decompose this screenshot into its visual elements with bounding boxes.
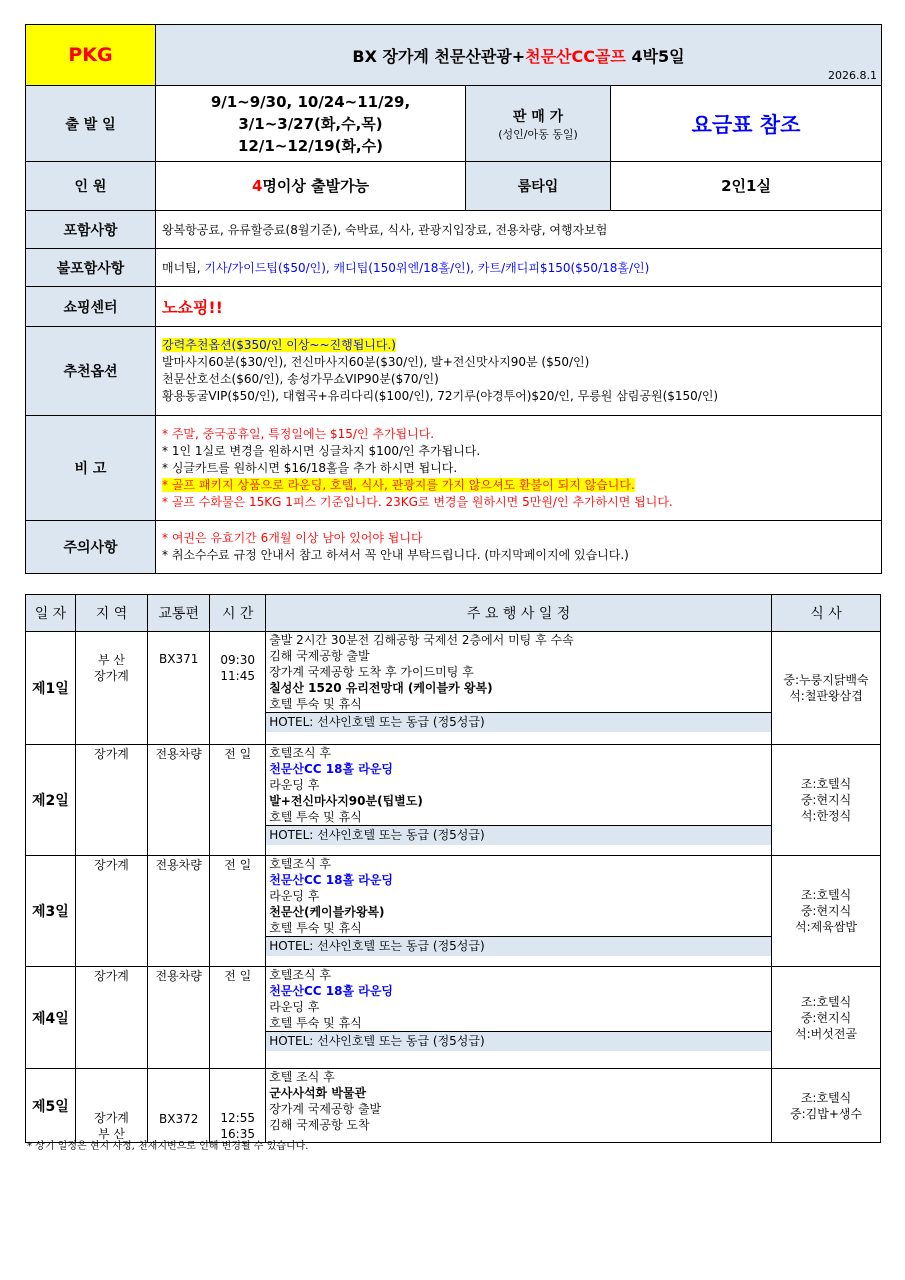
price-label-cell: [466, 86, 611, 162]
region-cell: 장가계: [75, 967, 147, 1069]
transport-cell: BX372: [148, 1069, 210, 1143]
shopping-value: 노쇼핑!!: [156, 287, 882, 327]
day-label: 제5일: [26, 1069, 76, 1143]
schedule-item: 라운딩 후: [269, 778, 320, 792]
remarks-line-2: * 1인 1실로 변경을 원하시면 싱글차지 $100/인 추가됩니다.: [162, 443, 481, 458]
meal-3: 석:한정식: [800, 809, 852, 823]
hotel-info: HOTEL: 선샤인호텔 또는 동급 (정5성급): [266, 825, 771, 845]
remarks-label: 비 고: [26, 416, 156, 521]
schedule-item: 천문산CC 18홀 라운딩: [269, 873, 394, 887]
time-1: 12:55: [220, 1111, 255, 1125]
day-label: 제2일: [26, 745, 76, 856]
caution-label: 주의사항: [26, 521, 156, 574]
hotel-info: HOTEL: 선샤인호텔 또는 동급 (정5성급): [266, 1031, 771, 1051]
time-2: 16:35: [220, 1127, 255, 1141]
meal-1: 조:호텔식: [800, 777, 852, 791]
region-cell: 장가계: [75, 745, 147, 856]
header-time: 시 간: [210, 595, 266, 632]
meal-cell: [772, 1069, 881, 1143]
meal-1: 조:호텔식: [800, 994, 852, 1009]
price-sub-label: (성인/아동 동일): [498, 127, 578, 141]
meal-cell: [772, 632, 881, 745]
time-cell: 전 일: [210, 745, 266, 856]
room-type-value: 2인1실: [611, 162, 882, 211]
schedule-item: 호텔조식 후: [269, 746, 331, 760]
schedule-item: 호텔 조식 후: [269, 1070, 335, 1084]
meal-1: 중:누룽지닭백숙: [783, 673, 869, 687]
remarks-highlight: * 골프 패키지 상품으로 라운딩, 호텔, 식사, 관광지를 가지 않으셔도 환불이 되지 않습니다.: [162, 477, 635, 492]
time-cell: 전 일: [210, 967, 266, 1069]
schedule-footnote: * 상기 일정은 현지 사정, 천재지변으로 인해 변경될 수 있습니다.: [27, 1141, 309, 1152]
meal-cell: [772, 967, 881, 1069]
options-line-3: 천문산호선소($60/인), 송성가무쇼VIP90분($70/인): [162, 372, 439, 386]
schedule-item: 호텔조식 후: [269, 857, 331, 871]
meal-cell: [772, 856, 881, 967]
region-2: 부 산: [98, 1127, 125, 1141]
meal-cell: [772, 745, 881, 856]
schedule-item: 발+전신마사지90분(팁별도): [269, 794, 423, 808]
schedule-item: 천문산CC 18홀 라운딩: [269, 762, 394, 776]
header-transport: 교통편: [148, 595, 210, 632]
day-label: 제3일: [26, 856, 76, 967]
schedule-item: 장가계 국제공항 도착 후 가이드미팅 후: [269, 665, 474, 679]
schedule-item: 김해 국제공항 도착: [269, 1118, 370, 1132]
schedule-item: 호텔조식 후: [269, 968, 331, 982]
options-highlight: 강력추천옵션($350/인 이상~~진행됩니다.): [162, 338, 396, 352]
meal-1: 조:호텔식: [800, 888, 852, 902]
region-cell: [75, 1069, 147, 1143]
people-min-number: 4: [251, 177, 263, 195]
itinerary-table: [25, 594, 881, 1143]
remarks-line-1: * 주말, 중국공휴일, 특정일에는 $15/인 추가됩니다.: [162, 426, 435, 441]
issue-date: 2026.8.1: [828, 69, 878, 82]
schedule-item: 천문산(케이블카왕복): [269, 905, 385, 919]
day-row-1: [26, 632, 881, 745]
schedule-item: 라운딩 후: [269, 889, 320, 903]
schedule-cell: [266, 856, 772, 967]
schedule-cell: [266, 967, 772, 1069]
meal-1: 조:호텔식: [800, 1090, 852, 1105]
time-cell: [210, 1069, 266, 1143]
remarks-value: [156, 416, 882, 521]
remarks-line-3: * 싱글카트를 원하시면 $16/18홀을 추가 하시면 됩니다.: [162, 460, 458, 475]
day-label: 제4일: [26, 967, 76, 1069]
meal-3: 석:제육쌈밥: [795, 920, 858, 934]
meal-2: 중:김밥+생수: [790, 1106, 863, 1121]
remarks-line-5: * 골프 수화물은 15KG 1피스 기준입니다. 23KG로 변경을 원하시면 5만원/인 추가하시면 됩니다.: [162, 494, 673, 509]
title-part-a: BX 장가계 천문산관광+: [352, 46, 526, 66]
day-row-3: [26, 856, 881, 967]
departure-line-3: 12/1~12/19(화,수): [238, 136, 383, 155]
region-1: 장가계: [94, 1111, 129, 1125]
excluded-label: 불포함사항: [26, 249, 156, 287]
transport-cell: 전용차량: [148, 967, 210, 1069]
schedule-item: 군사사석화 박물관: [269, 1086, 367, 1100]
meal-2: 석:철판왕삼겹: [789, 689, 863, 703]
time-cell: 전 일: [210, 856, 266, 967]
price-label: 판 매 가: [512, 108, 564, 125]
options-line-2: 발마사지60분($30/인), 전신마사지60분($30/인), 발+전신맛사지90분 ($50/인): [162, 355, 590, 369]
day-row-2: [26, 745, 881, 856]
transport-cell: 전용차량: [148, 745, 210, 856]
title-part-b: 천문산CC골프: [525, 46, 626, 66]
schedule-cell: [266, 745, 772, 856]
excluded-fees: 기사/가이드팁($50/인), 캐디팁(150위엔/18홀/인), 카트/캐디피$150($50/18홀/인): [204, 261, 650, 275]
options-line-4: 황용동굴VIP($50/인), 대협곡+유리다리($100/인), 72기루(야경투어)$20/인, 무릉원 삼림공원($150/인): [162, 389, 719, 403]
schedule-item: 칠성산 1520 유리전망대 (케이블카 왕복): [269, 681, 493, 695]
schedule-item: 천문산CC 18홀 라운딩: [269, 984, 394, 998]
meal-2: 중:현지식: [800, 904, 852, 918]
caution-line-2: * 취소수수료 규정 안내서 참고 하셔서 꼭 안내 부탁드립니다. (마지막페이지에 있습니다.): [162, 548, 629, 562]
day-label: 제1일: [26, 632, 76, 745]
people-value: [156, 162, 466, 211]
time-1: 09:30: [220, 653, 255, 667]
schedule-item: 호텔 투숙 및 휴식: [269, 921, 362, 935]
caution-value: [156, 521, 882, 574]
meal-2: 중:현지식: [800, 1010, 852, 1025]
schedule-item: 출발 2시간 30분전 김해공항 국제선 2층에서 미팅 후 수속: [269, 633, 574, 647]
schedule-item: 라운딩 후: [269, 1000, 320, 1014]
header-meals: 식 사: [772, 595, 881, 632]
schedule-item: 김해 국제공항 출발: [269, 649, 370, 663]
options-label: 추천옵션: [26, 327, 156, 416]
schedule-cell: [266, 1069, 772, 1143]
departure-line-1: 9/1~9/30, 10/24~11/29,: [210, 92, 411, 111]
schedule-item: 장가계 국제공항 출발: [269, 1102, 382, 1116]
day-row-4: [26, 967, 881, 1069]
excluded-value: [156, 249, 882, 287]
schedule-cell: [266, 632, 772, 745]
time-cell: [210, 632, 266, 745]
transport-cell: 전용차량: [148, 856, 210, 967]
region-1: 부 산: [98, 653, 125, 667]
schedule-item: 호텔 투숙 및 휴식: [269, 1016, 362, 1030]
departure-label: 출 발 일: [26, 86, 156, 162]
time-2: 11:45: [220, 669, 255, 683]
header-schedule: 주 요 행 사 일 정: [266, 595, 772, 632]
departure-line-2: 3/1~3/27(화,수,목): [238, 114, 383, 133]
departure-dates: [156, 86, 466, 162]
shopping-label: 쇼핑센터: [26, 287, 156, 327]
meal-3: 석:버섯전골: [795, 1026, 858, 1041]
schedule-item: 호텔 투숙 및 휴식: [269, 810, 362, 824]
header-region: 지 역: [75, 595, 147, 632]
schedule-item: 호텔 투숙 및 휴식: [269, 697, 362, 711]
region-cell: [75, 632, 147, 745]
package-title: [156, 25, 882, 86]
title-part-c: 4박5일: [625, 46, 685, 66]
room-type-label: 룸타입: [466, 162, 611, 211]
hotel-info: HOTEL: 선샤인호텔 또는 동급 (정5성급): [266, 936, 771, 956]
region-cell: 장가계: [75, 856, 147, 967]
header-day: 일 자: [26, 595, 76, 632]
transport-cell: BX371: [148, 632, 210, 745]
price-value: 요금표 참조: [611, 86, 882, 162]
options-line-1: [162, 337, 875, 354]
pkg-badge: PKG: [26, 25, 156, 86]
day-row-5: [26, 1069, 881, 1143]
options-value: [156, 327, 882, 416]
people-min-text: 명이상 출발가능: [262, 177, 370, 195]
excluded-manner-tip: 매너팁,: [162, 261, 205, 275]
caution-line-1: * 여권은 유효기간 6개월 이상 남아 있어야 됩니다: [162, 531, 423, 545]
included-value: 왕복항공료, 유류할증료(8월기준), 숙박료, 식사, 관광지입장료, 전용차량, 여행자보험: [156, 211, 882, 249]
meal-2: 중:현지식: [800, 793, 852, 807]
included-label: 포함사항: [26, 211, 156, 249]
package-info-table: [25, 24, 882, 574]
remarks-line-4: [162, 477, 875, 494]
region-2: 장가계: [94, 669, 129, 683]
people-label: 인 원: [26, 162, 156, 211]
hotel-info: HOTEL: 선샤인호텔 또는 동급 (정5성급): [266, 712, 771, 732]
